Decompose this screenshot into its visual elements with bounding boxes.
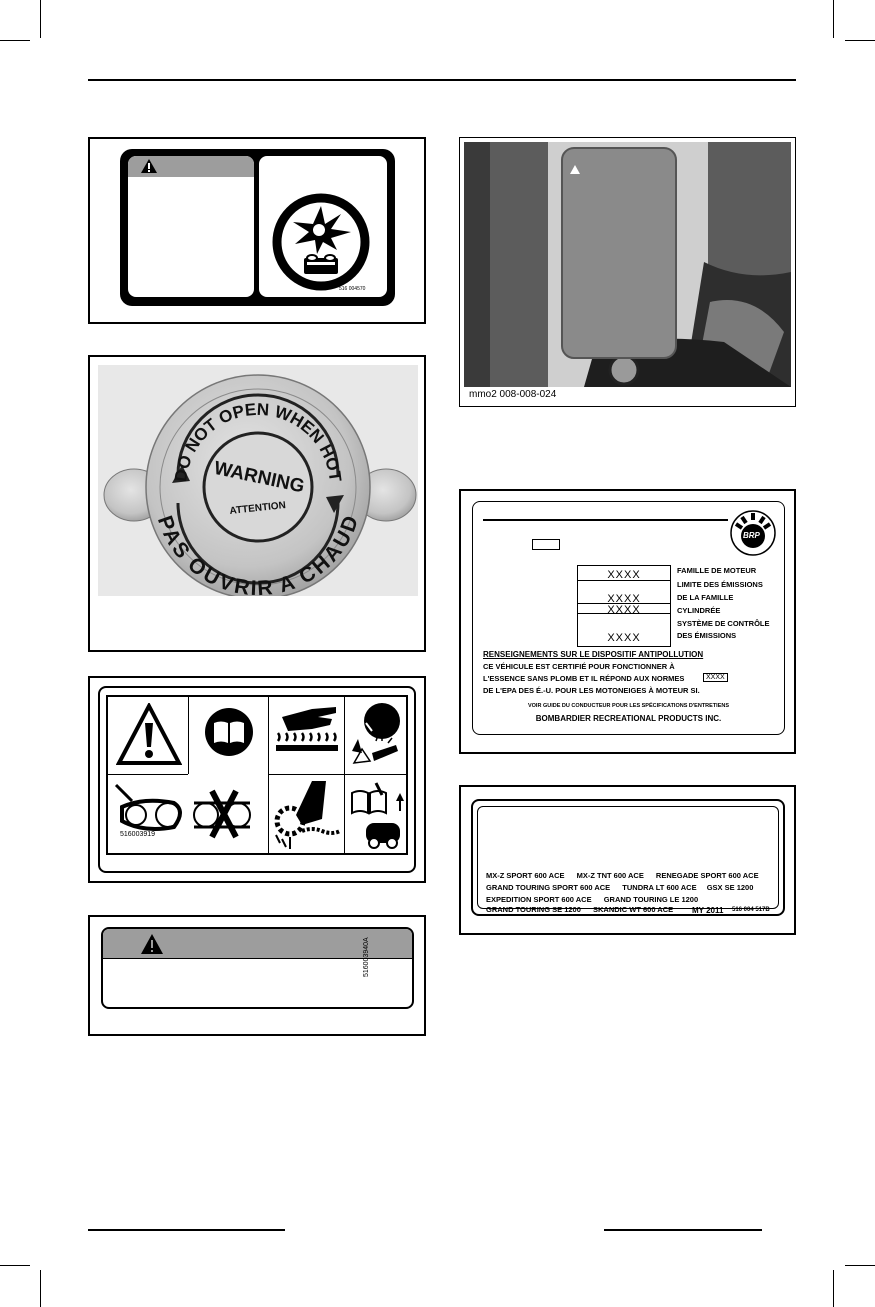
photo <box>464 142 791 387</box>
hot-surface-hand-icon <box>272 703 342 769</box>
header-rule <box>88 79 796 81</box>
part-number: 516003919 <box>120 831 156 838</box>
model-name: GSX SE 1200 <box>706 883 754 892</box>
emission-limit-value: XXXX <box>607 593 641 605</box>
model-row-4 <box>486 905 673 914</box>
warning-label <box>101 927 414 1009</box>
warning-triangle-icon <box>141 934 163 954</box>
emission-label <box>472 501 785 735</box>
part-number: 516 004 517B <box>732 907 770 913</box>
field-label: FAMILLE DE MOTEUR <box>677 566 757 575</box>
manual-wrench-icon <box>348 779 406 851</box>
antipollution-heading: RENSEIGNEMENTS SUR LE DISPOSITIF ANTIPOLLUTION <box>483 650 704 659</box>
model-row-2 <box>486 883 753 892</box>
guide-note: VOIR GUIDE DU CONDUCTEUR POUR LES SPÉCIFICATIONS D'ENTRETIENS <box>527 703 730 709</box>
model-name: EXPEDITION SPORT 600 ACE <box>486 895 592 904</box>
pictogram-frame <box>88 676 426 883</box>
model-label <box>471 799 785 916</box>
model-name: MX-Z SPORT 600 ACE <box>486 871 565 880</box>
certification-line-1: CE VÉHICULE EST CERTIFIÉ POUR FONCTIONNER À <box>483 662 675 671</box>
certification-line-3: DE L'EPA DES É.-U. POUR LES MOTONEIGES À MOTEUR SI. <box>483 686 700 695</box>
warning-triangle-icon <box>116 703 182 767</box>
warning-label-frame <box>88 915 426 1036</box>
model-name: SKANDIC WT 600 ACE <box>592 905 674 914</box>
field-label: LIMITE DES ÉMISSIONS <box>677 580 763 589</box>
field-label: DE LA FAMILLE <box>677 593 734 602</box>
model-name: TUNDRA LT 600 ACE <box>622 883 697 892</box>
control-system-value: XXXX <box>607 632 641 644</box>
model-name: GRAND TOURING SE 1200 <box>486 905 581 914</box>
blank-box <box>532 539 560 550</box>
value-table <box>577 565 671 647</box>
crop-mark <box>0 40 30 41</box>
model-row-1 <box>486 871 759 880</box>
part-number: 516 004570 <box>339 286 366 292</box>
footer-rule-left <box>88 1229 285 1231</box>
model-name: MX-Z TNT 600 ACE <box>576 871 644 880</box>
track-entanglement-icon <box>272 779 342 851</box>
explosion-battery-icon <box>271 192 371 292</box>
model-name: RENEGADE SPORT 600 ACE <box>655 871 759 880</box>
model-name: GRAND TOURING LE 1200 <box>603 895 699 904</box>
decal-text-panel <box>128 156 254 297</box>
engine-family-value: XXXX <box>607 569 641 581</box>
radiator-cap-frame <box>88 355 426 652</box>
warning-triangle-icon <box>141 159 157 173</box>
certification-line-2: L'ESSENCE SANS PLOMB ET IL RÉPOND AUX NORMES <box>483 674 685 683</box>
read-manual-icon <box>204 707 254 757</box>
cap-bottom-text: PAS OUVRIR A CHAUD <box>152 512 364 596</box>
part-number: 516003940A <box>363 937 370 977</box>
crop-mark <box>833 0 834 38</box>
field-label: DES ÉMISSIONS <box>677 631 737 640</box>
crop-mark <box>845 1265 875 1266</box>
radiator-cap-photo <box>98 365 418 596</box>
crop-mark <box>40 0 41 38</box>
cap-attention-text: ATTENTION <box>229 500 287 517</box>
decal-header-bar <box>128 156 254 177</box>
footer-rule-right <box>604 1229 762 1231</box>
cap-top-text: DO NOT OPEN WHEN HOT <box>171 399 345 483</box>
title-line <box>483 519 728 521</box>
company-name: BOMBARDIER RECREATIONAL PRODUCTS INC. <box>535 714 722 723</box>
displacement-value: XXXX <box>607 604 641 616</box>
model-row-3 <box>486 895 698 904</box>
crop-mark <box>833 1270 834 1307</box>
emission-label-frame <box>459 489 796 754</box>
battery-decal-frame <box>88 137 426 324</box>
cap-warning-text: WARNING <box>212 457 307 498</box>
battery-decal <box>120 149 395 306</box>
crop-mark <box>0 1265 30 1266</box>
crop-mark <box>845 40 875 41</box>
photo-caption: mmo2 008-008-024 <box>469 389 557 400</box>
photo-frame <box>459 137 796 407</box>
norm-box: XXXX <box>703 673 728 682</box>
decal-icon-panel <box>259 156 387 297</box>
crop-mark <box>40 1270 41 1307</box>
model-name: GRAND TOURING SPORT 600 ACE <box>486 883 611 892</box>
face-shield-icon <box>348 701 404 771</box>
model-label-inner <box>477 806 779 915</box>
field-label: CYLINDRÉE <box>677 606 721 615</box>
model-year: MY 2011 <box>692 906 724 915</box>
pictogram-decal <box>98 686 416 873</box>
brp-logo-text: BRP <box>743 531 760 540</box>
model-label-frame <box>459 785 796 935</box>
field-label: SYSTÈME DE CONTRÔLE <box>677 619 770 628</box>
